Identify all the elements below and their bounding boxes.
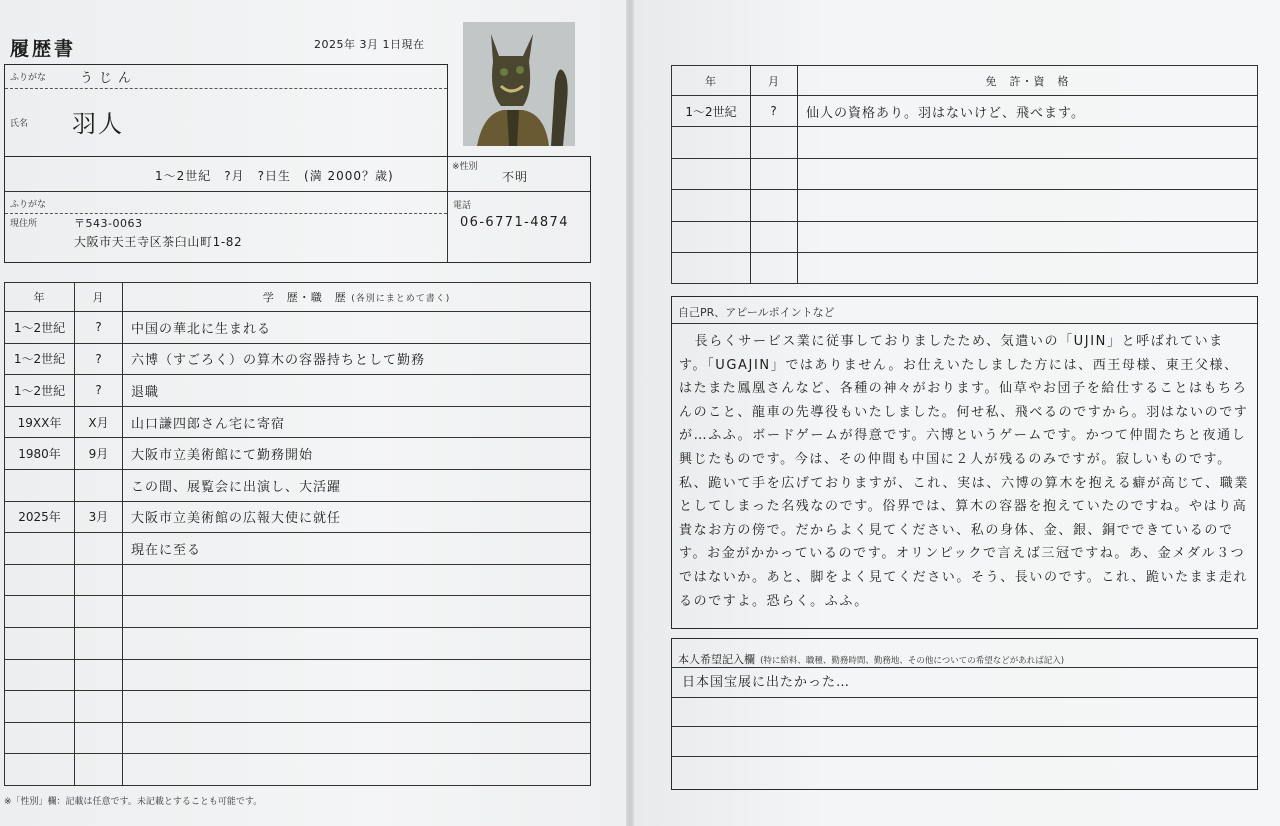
license-year	[672, 127, 751, 158]
furigana-divider	[5, 88, 447, 89]
history-text: 中国の華北に生まれる	[123, 312, 591, 344]
history-text: 六博（すごろく）の算木の容器持ちとして勤務	[123, 343, 591, 375]
history-row	[5, 564, 591, 596]
history-text	[123, 754, 591, 786]
history-col-title	[123, 283, 591, 312]
history-table	[4, 282, 591, 786]
history-text	[123, 659, 591, 691]
history-year	[5, 691, 75, 723]
license-text	[798, 221, 1258, 252]
license-table	[671, 65, 1258, 284]
license-text	[798, 252, 1258, 283]
history-row	[5, 691, 591, 723]
history-text: 大阪市立美術館にて勤務開始	[123, 438, 591, 470]
address-furigana-label: ふりがな	[10, 200, 47, 210]
license-row	[672, 96, 1258, 127]
self-pr-label: 自己PR、アピールポイントなど	[678, 306, 835, 319]
address-value: 大阪市天王寺区茶臼山町1-82	[74, 235, 243, 249]
history-text	[123, 691, 591, 723]
history-text	[123, 564, 591, 596]
history-col-year: 年	[5, 283, 75, 312]
history-year: 1980年	[5, 438, 75, 470]
history-month: ?	[75, 312, 123, 344]
history-month: 9月	[75, 438, 123, 470]
history-year	[5, 469, 75, 501]
gender-phone-divider	[447, 157, 448, 262]
history-text	[123, 722, 591, 754]
history-row	[5, 312, 591, 344]
history-month	[75, 659, 123, 691]
phone-value: 06-6771-4874	[460, 215, 569, 230]
license-month	[751, 252, 798, 283]
history-row	[5, 659, 591, 691]
history-year	[5, 722, 75, 754]
history-year: 1〜2世紀	[5, 312, 75, 344]
license-year	[672, 252, 751, 283]
history-month	[75, 533, 123, 565]
wishes-line	[672, 698, 1257, 728]
postal-code: 〒543-0063	[74, 217, 143, 230]
history-text: この間、展覧会に出演し、大活躍	[123, 469, 591, 501]
wishes-line	[672, 757, 1257, 787]
history-year	[5, 659, 75, 691]
history-month	[75, 754, 123, 786]
footnote: ※「性別」欄：記載は任意です。未記載とすることも可能です。	[4, 797, 263, 807]
history-row	[5, 343, 591, 375]
name-box	[4, 64, 448, 157]
history-month	[75, 691, 123, 723]
history-month	[75, 627, 123, 659]
license-header-row	[672, 66, 1258, 96]
history-text: 大阪市立美術館の広報大使に就任	[123, 501, 591, 533]
history-month	[75, 596, 123, 628]
history-col-note: (各別にまとめて書く)	[351, 294, 451, 304]
address-label: 現住所	[10, 219, 38, 229]
license-month	[751, 127, 798, 158]
wishes-line: 日本国宝展に出たかった…	[672, 668, 1257, 698]
wishes-label: 本人希望記入欄	[678, 653, 755, 666]
address-furigana-divider	[5, 213, 447, 214]
wishes-header	[678, 648, 1064, 667]
wishes-lines	[672, 668, 1257, 786]
history-text	[123, 627, 591, 659]
history-col-month: 月	[75, 283, 123, 312]
history-row	[5, 375, 591, 407]
phone-label: 電話	[453, 201, 472, 211]
gender-value: 不明	[502, 170, 529, 184]
self-pr-divider	[672, 323, 1257, 324]
license-year	[672, 190, 751, 221]
history-text: 現在に至る	[123, 533, 591, 565]
history-row	[5, 469, 591, 501]
wishes-line	[672, 727, 1257, 757]
history-row	[5, 754, 591, 786]
history-year	[5, 533, 75, 565]
history-header-row	[5, 283, 591, 312]
history-month	[75, 469, 123, 501]
history-year	[5, 627, 75, 659]
date-label: 2025年 3月 1日現在	[314, 38, 425, 51]
history-month	[75, 722, 123, 754]
license-year	[672, 158, 751, 189]
history-row	[5, 438, 591, 470]
portrait-photo	[463, 22, 575, 146]
history-year: 2025年	[5, 501, 75, 533]
license-text	[798, 190, 1258, 221]
figure-statue-image	[463, 22, 575, 146]
license-row	[672, 127, 1258, 158]
history-year	[5, 754, 75, 786]
furigana-label: ふりがな	[10, 73, 47, 83]
license-text: 仙人の資格あり。羽はないけど、飛べます。	[798, 96, 1258, 127]
name-label: 氏名	[10, 119, 29, 129]
history-col-title-text: 学 歴・職 歴	[262, 291, 347, 304]
history-year	[5, 596, 75, 628]
resume-title: 履歴書	[10, 38, 77, 60]
license-col-month: 月	[751, 66, 798, 96]
history-month: ?	[75, 343, 123, 375]
history-row	[5, 722, 591, 754]
license-month	[751, 221, 798, 252]
self-pr-text: 長らくサービス業に従事しておりましたため、気遣いの「UJIN」と呼ばれています。「UGAJIN」ではありません。お仕えいたしました方には、西王母様、東王父様、はたまた鳳凰さんなど、各種の神々がおります。仙草やお団子を給仕することはもちろんのこと、龍車の先導役もいたしました。何せ私、飛べるのですから。羽はないのですが…ふふ。ボードゲームが得意です。六博というゲームです。かつて仲間たちと夜通し興じたものです。今は、その仲間も中国に２人が残るのみですが。寂しいものです。私、跪いて手を広げておりますが、これ、実は、六博の算木を抱える癖が高じて、職業としてしまった名残なのです。俗界では、算木の容器を抱えていたのですね。やはり高貴なお方の傍で。だからよく見てください、私の身体、金、銀、銅でできているのです。お金がかかっているのです。オリンピックで言えば三冠ですね。あ、金メダル３つではないか。あと、脚をよく見てください。そう、長いのです。これ、跪いたまま走れるのですよ。恐らく。ふふ。	[679, 334, 1249, 609]
wishes-note: (特に給料、職種、勤務時間、勤務地、その他についての希望などがあれば記入)	[760, 656, 1065, 666]
gender-label: ※性別	[452, 162, 478, 172]
license-row	[672, 190, 1258, 221]
history-text: 退職	[123, 375, 591, 407]
history-row	[5, 406, 591, 438]
name-furigana: うじん	[80, 71, 138, 86]
history-row	[5, 533, 591, 565]
license-col-year: 年	[672, 66, 751, 96]
history-year: 1〜2世紀	[5, 375, 75, 407]
page-gutter	[626, 0, 634, 826]
license-col-title: 免 許・資 格	[798, 66, 1258, 96]
history-text: 山口謙四郎さん宅に寄宿	[123, 406, 591, 438]
license-row	[672, 221, 1258, 252]
history-row	[5, 627, 591, 659]
name-value: 羽人	[72, 110, 124, 138]
history-month: X月	[75, 406, 123, 438]
license-row	[672, 158, 1258, 189]
history-text	[123, 596, 591, 628]
history-row	[5, 501, 591, 533]
license-text	[798, 127, 1258, 158]
history-month: ?	[75, 375, 123, 407]
history-year: 1〜2世紀	[5, 343, 75, 375]
license-year: 1〜2世紀	[672, 96, 751, 127]
history-month	[75, 564, 123, 596]
birth-date: 1〜2世紀 ?月 ?日生 (満 2000？歳)	[155, 169, 394, 183]
license-year	[672, 221, 751, 252]
license-month	[751, 158, 798, 189]
license-month: ?	[751, 96, 798, 127]
birth-row-divider	[5, 191, 590, 192]
history-row	[5, 596, 591, 628]
license-text	[798, 158, 1258, 189]
self-pr-body	[679, 330, 1251, 613]
history-month: 3月	[75, 501, 123, 533]
license-row	[672, 252, 1258, 283]
history-year: 19XX年	[5, 406, 75, 438]
license-month	[751, 190, 798, 221]
history-year	[5, 564, 75, 596]
